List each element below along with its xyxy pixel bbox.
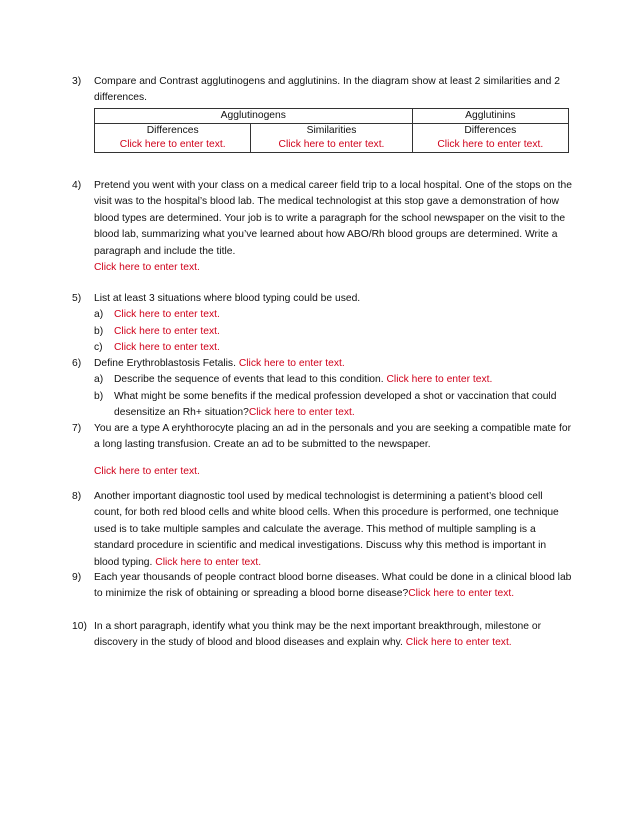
text-placeholder[interactable]: Click here to enter text.: [408, 588, 515, 600]
question-line: [94, 356, 572, 372]
question-text: You are a type A eryhthorocyte placing an ad in the personals and you are seeking a compatible mate for a long lasting transfusion. Create an ad to be submitted to the newspaper.: [94, 423, 572, 451]
answer-c: [94, 340, 572, 356]
question-7: [72, 421, 572, 480]
text-placeholder[interactable]: Click here to enter text.: [405, 637, 512, 649]
question-text: List at least 3 situations where blood typing could be used.: [94, 293, 361, 304]
list-letter: a): [94, 309, 104, 321]
sub-question-text: Describe the sequence of events that lead to this condition.: [114, 374, 384, 386]
question-number: 3): [72, 76, 82, 87]
question-6: [72, 356, 572, 422]
text-placeholder[interactable]: Click here to enter text.: [114, 309, 220, 321]
question-text: In a short paragraph, identify what you think may be the next important breakthrough, milestone or discovery in the study of blood and blood diseases and explain why.: [94, 621, 542, 649]
answer-b: [94, 324, 572, 340]
table-cell-differences-right: [412, 123, 568, 152]
column-label: Similarities: [306, 124, 357, 136]
question-text: Another important diagnostic tool used by medical technologist is determining a patient’s blood cell count, for both red blood cells and white blood cells. When this procedure is performed, one technique used is to take multiple samples and calculate the average. This method of multiple sampling is a standard procedure in scientific and medical investigations. Discuss why this method is important in blood typing.: [94, 491, 559, 568]
agglutinogen-agglutinin-table: [94, 108, 569, 153]
question-number: 9): [72, 572, 82, 583]
question-number: 7): [72, 423, 82, 434]
table-header-agglutinogens: Agglutinogens: [95, 108, 413, 123]
table-cell-similarities: [251, 123, 412, 152]
column-label: Differences: [146, 124, 199, 136]
question-4: [72, 178, 572, 276]
text-placeholder[interactable]: Click here to enter text.: [114, 342, 220, 354]
list-letter: b): [94, 325, 104, 337]
list-letter: b): [94, 390, 104, 402]
question-10: [72, 619, 572, 652]
text-placeholder[interactable]: Click here to enter text.: [278, 138, 385, 150]
question-9: [72, 570, 572, 603]
text-placeholder[interactable]: Click here to enter text.: [437, 138, 544, 150]
table-header-agglutinins: Agglutinins: [412, 108, 568, 123]
question-text: Pretend you went with your class on a medical career field trip to a local hospital. One of the stops on the visit was to the hospital’s blood lab. The medical technologist at this stop gave a demonstration of how blood types are determined. Your job is to write a paragraph for the school newspaper on the visit to the blood lab, summarizing what you’ve learned about how ABO/Rh blood groups are determined. Write a paragraph and include the title.: [94, 180, 572, 257]
text-placeholder[interactable]: Click here to enter text.: [248, 407, 355, 419]
question-text: Compare and Contrast agglutinogens and agglutinins. In the diagram show at least 2 similarities and 2 differences.: [94, 76, 560, 104]
sub-question-text: What might be some benefits if the medical profession developed a shot or vaccination that could desensitize an Rh+ situation?: [114, 390, 557, 419]
list-letter: a): [94, 374, 104, 386]
text-placeholder[interactable]: Click here to enter text.: [386, 374, 493, 386]
question-number: 6): [72, 358, 82, 369]
question-number: 8): [72, 491, 82, 502]
question-text: Each year thousands of people contract blood borne diseases. What could be done in a clinical blood lab to minimize the risk of obtaining or spreading a blood borne disease?: [94, 572, 572, 600]
sub-question-b: [94, 389, 572, 422]
table-cell-differences-left: [95, 123, 251, 152]
text-placeholder[interactable]: Click here to enter text.: [119, 138, 226, 150]
question-number: 10): [72, 621, 87, 632]
question-5: [72, 291, 572, 357]
answer-a: [94, 307, 572, 323]
sub-question-a: [94, 372, 572, 388]
question-number: 4): [72, 180, 82, 191]
text-placeholder[interactable]: Click here to enter text.: [155, 556, 262, 568]
question-number: 5): [72, 293, 82, 304]
text-placeholder[interactable]: Click here to enter text.: [94, 465, 200, 477]
question-8: [72, 489, 572, 571]
text-placeholder[interactable]: Click here to enter text.: [94, 262, 200, 274]
question-text: Define Erythroblastosis Fetalis.: [94, 358, 236, 369]
column-label: Differences: [464, 124, 517, 136]
text-placeholder[interactable]: Click here to enter text.: [238, 358, 345, 369]
question-3: [72, 74, 572, 153]
text-placeholder[interactable]: Click here to enter text.: [114, 325, 220, 337]
list-letter: c): [94, 342, 103, 354]
